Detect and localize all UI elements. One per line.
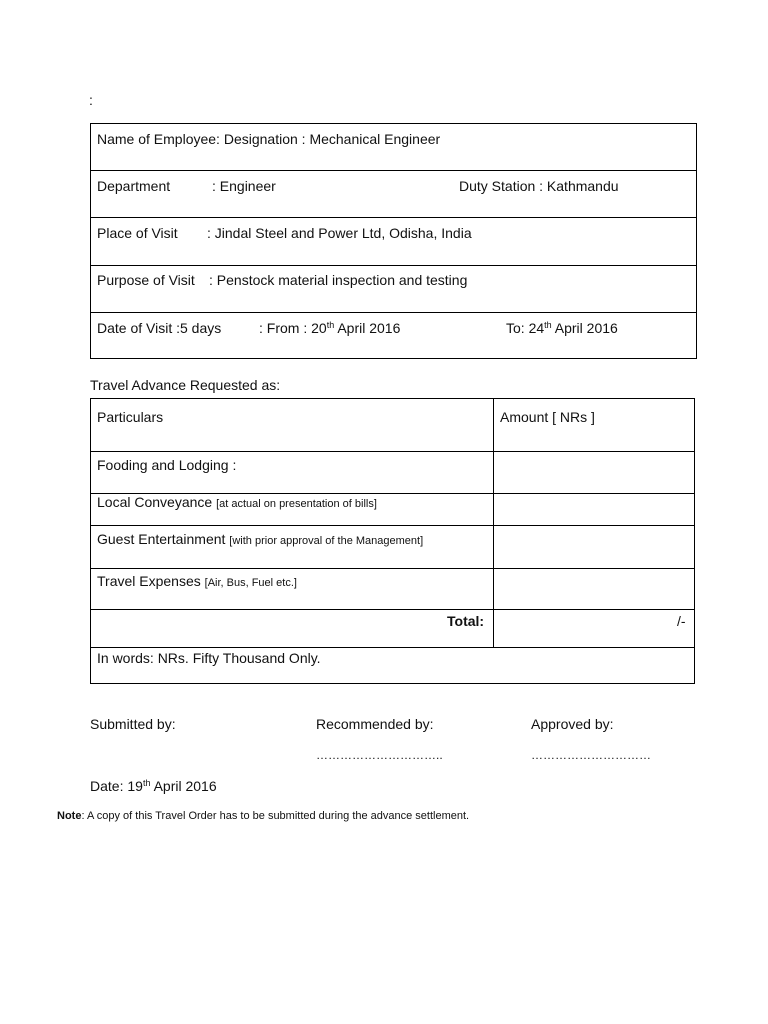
info-divider (90, 217, 697, 218)
row-note: [with prior approval of the Management] (229, 535, 424, 547)
submission-date: Date: 19th April 2016 (90, 778, 217, 794)
visit-to-date: To: 24th April 2016 (506, 320, 618, 336)
recommended-by-label: Recommended by: (316, 716, 434, 732)
employee-name-designation: Name of Employee: Designation : Mechanical Engineer (97, 131, 441, 147)
note-label: Note (57, 810, 82, 822)
amount-header: Amount [ NRs ] (500, 409, 595, 425)
row-note: [at actual on presentation of bills] (216, 498, 377, 510)
row-label: Local Conveyance (97, 494, 213, 510)
table-row (97, 494, 377, 510)
note-text: : A copy of this Travel Order has to be submitted during the advance settlement. (81, 810, 470, 822)
info-divider (90, 170, 697, 171)
particulars-header: Particulars (97, 409, 164, 425)
row-label: Fooding and Lodging : (97, 457, 237, 473)
amount-column-divider (493, 398, 494, 648)
table-row (97, 531, 423, 547)
date-of-visit-label: Date of Visit :5 days (97, 320, 222, 336)
table-row-divider (90, 525, 695, 526)
purpose-of-visit-value: : Penstock material inspection and testing (209, 272, 468, 288)
purpose-of-visit-label: Purpose of Visit (97, 272, 195, 288)
submitted-by-label: Submitted by: (90, 716, 176, 732)
table-row (97, 573, 297, 589)
table-row-divider (90, 568, 695, 569)
top-mark: : (89, 92, 93, 108)
department-value: : Engineer (212, 178, 276, 194)
department-label: Department (97, 178, 171, 194)
row-label: Guest Entertainment (97, 531, 226, 547)
footer-note (57, 810, 469, 822)
amount-in-words: In words: NRs. Fifty Thousand Only. (97, 650, 321, 666)
recommended-signature-line: ………………………….. (316, 748, 443, 762)
info-divider (90, 312, 697, 313)
table-row-divider (90, 647, 695, 648)
advance-heading: Travel Advance Requested as: (90, 377, 281, 393)
place-of-visit-label: Place of Visit (97, 225, 178, 241)
total-value: /- (677, 613, 686, 629)
visit-from-date: : From : 20th April 2016 (259, 320, 401, 336)
row-label: Travel Expenses (97, 573, 201, 589)
approved-by-label: Approved by: (531, 716, 614, 732)
duty-station: Duty Station : Kathmandu (459, 178, 619, 194)
table-row-divider (90, 451, 695, 452)
info-divider (90, 265, 697, 266)
place-of-visit-value: : Jindal Steel and Power Ltd, Odisha, India (207, 225, 472, 241)
row-note: [Air, Bus, Fuel etc.] (204, 577, 297, 589)
table-row-divider (90, 609, 695, 610)
table-row (97, 457, 236, 473)
approved-signature-line: ………………………… (531, 748, 651, 762)
total-label: Total: (447, 613, 485, 629)
